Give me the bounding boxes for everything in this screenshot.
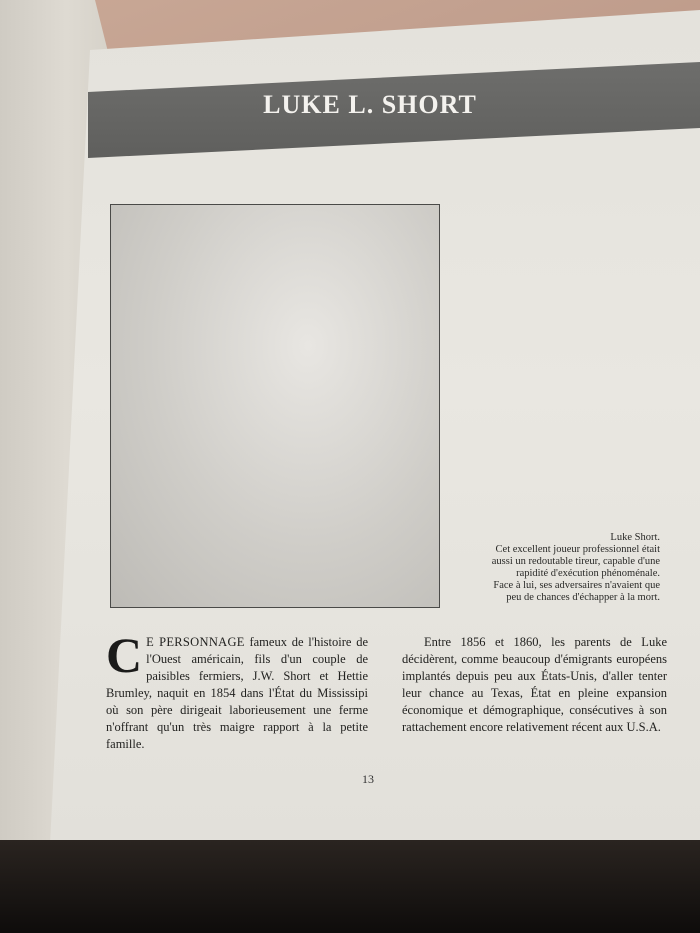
page-number: 13 [362, 772, 374, 786]
paragraph-text: fameux de l'histoire de l'Ouest américain, fils d'un couple de paisibles fermiers, J.W. Short et Hettie Brumley, naquit en 1854 dans l'État du Mississipi où son père dirigeait laborieusement une ferme n'offrant qu'un très maigre rapport à la petite famille. [106, 635, 368, 751]
text-column-right [402, 634, 667, 736]
caption-line: rapidité d'exécution phénoménale. [516, 568, 660, 579]
caption-title: Luke Short. [610, 532, 660, 543]
portrait-photo [110, 204, 440, 608]
paragraph-text: Entre 1856 et 1860, les parents de Luke décidèrent, comme beaucoup d'émigrants européens implantés depuis peu aux États-Unis, d'aller tenter leur chance au Texas, État en pleine expansion économique et démographique, consécutives à son rattachement encore relativement récent aux U.S.A. [402, 635, 667, 734]
text-column-left [106, 627, 368, 753]
caption-line: Face à lui, ses adversaires n'avaient que [493, 580, 660, 591]
bottom-shadow [0, 840, 700, 933]
photo-caption [450, 532, 660, 604]
caption-line: Cet excellent joueur professionnel était [495, 544, 660, 555]
caption-line: aussi un redoutable tireur, capable d'une [491, 556, 660, 567]
lead-smallcaps: E PERSONNAGE [146, 635, 245, 649]
page-title: LUKE L. SHORT [263, 90, 477, 119]
drop-cap: C [106, 627, 143, 683]
caption-line: peu de chances d'échapper à la mort. [506, 592, 660, 603]
